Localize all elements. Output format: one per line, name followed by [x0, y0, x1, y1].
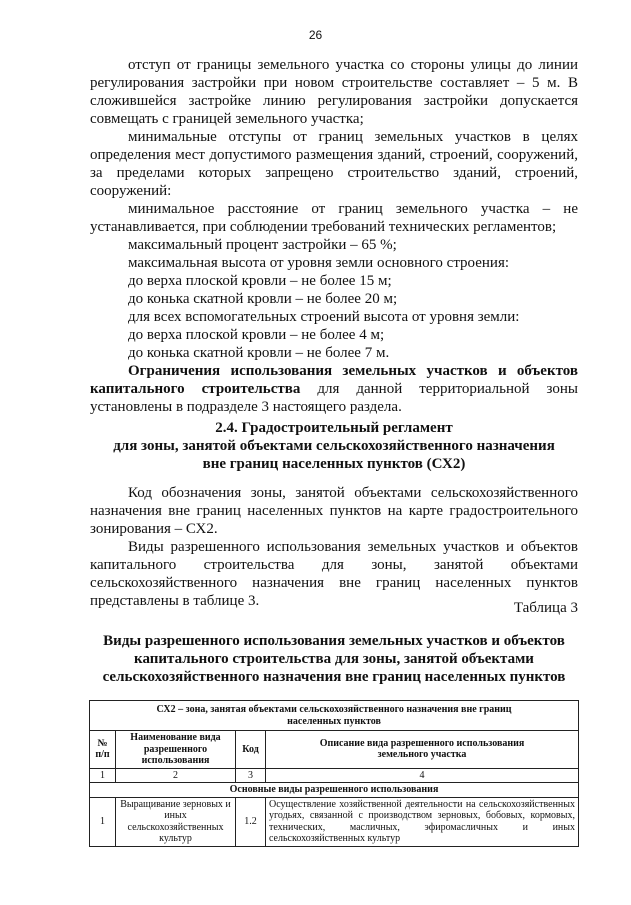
zone-text [90, 484, 578, 610]
column-number: 4 [266, 768, 579, 783]
regulation-table [89, 700, 579, 847]
row-code: 1.2 [236, 797, 266, 846]
table-column-header-row [90, 731, 579, 769]
column-number: 2 [116, 768, 236, 783]
line: до конька скатной кровли – не более 20 м; [128, 291, 398, 307]
restrictions-rest: для данной территориальной зоны установлены в подразделе 3 настоящего раздела. [90, 381, 578, 415]
paragraph: минимальные отступы от границ земельных участков в целях определения мест допустимого размещения зданий, строений, сооружений, за пределами которых запрещено строительство зданий, строений, сооружений: [90, 129, 578, 199]
table-title-line: сельскохозяйственного назначения вне границ населенных пунктов [102, 669, 566, 685]
section-heading-line: вне границ населенных пунктов (СХ2) [202, 456, 466, 472]
column-number: 3 [236, 768, 266, 783]
line: максимальный процент застройки – 65 %; [128, 237, 397, 253]
line: до верха плоской кровли – не более 15 м; [128, 273, 392, 289]
restrictions-bold: Ограничения использования земельных участков и объектов капитального строительства [90, 363, 578, 397]
table-row [90, 797, 579, 846]
line: максимальная высота от уровня земли основного строения: [128, 255, 510, 271]
line: до конька скатной кровли – не более 7 м. [128, 345, 390, 361]
table-title-line: Виды разрешенного использования земельных участков и объектов [103, 633, 565, 649]
table-zone-header: СХ2 – зона, занятая объектами сельскохозяйственного назначения вне границ населенных пунктов [90, 701, 579, 731]
line: для всех вспомогательных строений высота от уровня земли: [128, 309, 520, 325]
column-header-name: Наименование вида разрешенного использования [116, 731, 236, 769]
column-header-code: Код [236, 731, 266, 769]
row-name: Выращивание зерновых и иных сельскохозяйственных культур [116, 797, 236, 846]
group-header: Основные виды разрешенного использования [90, 783, 579, 798]
section-heading-line: 2.4. Градостроительный регламент [215, 420, 453, 436]
table-title [90, 632, 578, 686]
restrictions-paragraph [90, 362, 578, 416]
line: до верха плоской кровли – не более 4 м; [128, 327, 385, 343]
column-number-row [90, 768, 579, 783]
regulation-text [90, 56, 578, 416]
section-heading [90, 419, 578, 473]
table-zone-header-row [90, 701, 579, 731]
group-header-row [90, 783, 579, 798]
column-header-description: Описание вида разрешенного использования земельного участка [266, 731, 579, 769]
table-title-line: капитального строительства для зоны, занятой объектами [134, 651, 534, 667]
row-num: 1 [90, 797, 116, 846]
paragraph: Виды разрешенного использования земельных участков и объектов капитального строительства для зоны, занятой объектами сельскохозяйственного назначения вне границ населенных пунктов представлены в таблице 3. [90, 539, 578, 609]
section-heading-line: для зоны, занятой объектами сельскохозяйственного назначения [113, 438, 555, 454]
column-number: 1 [90, 768, 116, 783]
paragraph: минимальное расстояние от границ земельного участка – не устанавливается, при соблюдении требований технических регламентов; [90, 201, 578, 235]
column-header-num: № п/п [90, 731, 116, 769]
paragraph: отступ от границы земельного участка со стороны улицы до линии регулирования застройки при новом строительстве составляет – 5 м. В сложившейся застройке линию регулирования застройки допускается совмещать с границей земельного участка; [90, 57, 578, 127]
paragraph: Код обозначения зоны, занятой объектами сельскохозяйственного назначения вне границ населенных пунктов на карте градостроительного зонирования – СХ2. [90, 485, 578, 537]
table-label: Таблица 3 [513, 600, 578, 616]
page-number: 26 [308, 28, 323, 42]
row-description: Осуществление хозяйственной деятельности на сельскохозяйственных угодьях, связанной с производством зерновых, бобовых, кормовых, технических, масличных, эфиромасличных и иных сельскохозяйственных культур [266, 797, 579, 846]
